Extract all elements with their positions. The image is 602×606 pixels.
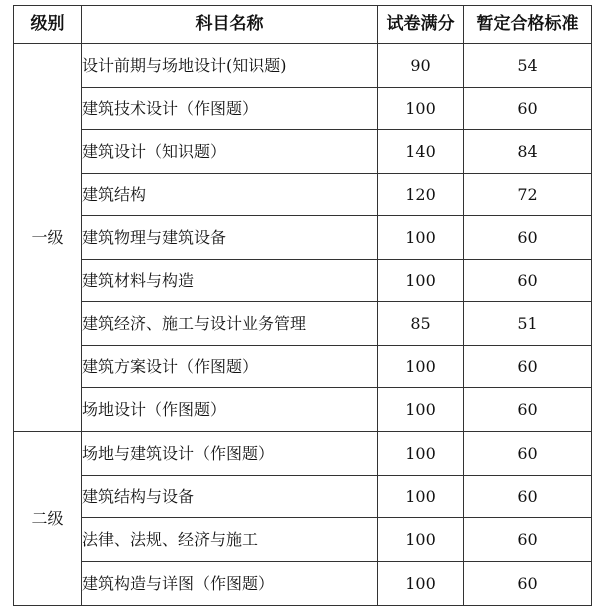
full-score-cell: 100 [378,216,464,260]
table-row [14,562,592,606]
header-row [14,6,592,44]
pass-score-cell: 84 [464,130,592,174]
header-subject: 科目名称 [82,6,378,44]
header-full-score: 试卷满分 [378,6,464,44]
pass-score-cell: 51 [464,302,592,346]
subject-cell: 建筑设计（知识题） [82,130,378,174]
full-score-cell: 100 [378,432,464,476]
full-score-cell: 100 [378,388,464,432]
subject-cell: 场地与建筑设计（作图题） [82,432,378,476]
level-cell-first: 一级 [14,44,82,432]
table-row [14,44,592,88]
full-score-cell: 100 [378,476,464,518]
subject-cell: 建筑方案设计（作图题） [82,346,378,388]
table-row [14,130,592,174]
full-score-cell: 85 [378,302,464,346]
subject-cell: 建筑材料与构造 [82,260,378,302]
pass-score-cell: 60 [464,476,592,518]
subject-cell: 建筑结构 [82,174,378,216]
table-row [14,388,592,432]
subject-cell: 场地设计（作图题） [82,388,378,432]
level-cell-second: 二级 [14,432,82,606]
pass-score-cell: 60 [464,88,592,130]
header-pass-score: 暂定合格标准 [464,6,592,44]
pass-score-cell: 60 [464,518,592,562]
full-score-cell: 100 [378,346,464,388]
pass-score-cell: 60 [464,562,592,606]
subject-cell: 法律、法规、经济与施工 [82,518,378,562]
table-row [14,476,592,518]
header-level: 级别 [14,6,82,44]
subject-cell: 建筑技术设计（作图题） [82,88,378,130]
subject-cell: 建筑构造与详图（作图题） [82,562,378,606]
subject-cell: 建筑经济、施工与设计业务管理 [82,302,378,346]
exam-score-table [13,5,592,606]
table-row [14,174,592,216]
pass-score-cell: 60 [464,346,592,388]
table-row [14,432,592,476]
pass-score-cell: 60 [464,216,592,260]
table-row [14,216,592,260]
full-score-cell: 100 [378,518,464,562]
pass-score-cell: 60 [464,432,592,476]
pass-score-cell: 60 [464,388,592,432]
full-score-cell: 100 [378,562,464,606]
pass-score-cell: 54 [464,44,592,88]
full-score-cell: 140 [378,130,464,174]
full-score-cell: 90 [378,44,464,88]
pass-score-cell: 60 [464,260,592,302]
subject-cell: 建筑物理与建筑设备 [82,216,378,260]
table-row [14,346,592,388]
pass-score-cell: 72 [464,174,592,216]
full-score-cell: 100 [378,88,464,130]
table-row [14,88,592,130]
table-row [14,260,592,302]
subject-cell: 建筑结构与设备 [82,476,378,518]
table-row [14,302,592,346]
table-row [14,518,592,562]
full-score-cell: 120 [378,174,464,216]
full-score-cell: 100 [378,260,464,302]
subject-cell: 设计前期与场地设计(知识题) [82,44,378,88]
